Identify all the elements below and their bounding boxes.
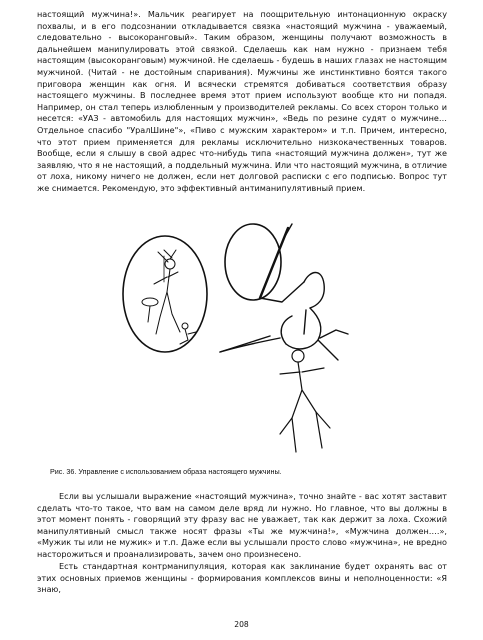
large-woman-figure bbox=[220, 224, 348, 360]
small-man-figure bbox=[280, 350, 330, 452]
page-number: 208 bbox=[234, 620, 249, 629]
kneeling-man-figure bbox=[180, 323, 196, 344]
figure-illustration bbox=[110, 222, 375, 464]
body-paragraph-top: настоящий мужчина!». Мальчик реагирует на поощрительную интонационную окраску похвалы, и в его подсознании откладывается связка «настоящий мужчина - уважаемый, следовательно - высокоранговый». Таким образом, женщины получают возможность в дальнейшем манипулировать этой связкой. Сделаешь как нам нужно - признаем тебя настоящим (высокоранговым) мужчиной. Не сделаешь - будешь в наших глазах не настоящим мужчиной. (Читай - не достойным спаривания). Мужчины же инстинктивно боятся такого приговора женщин как огня. И всячески стремятся добиваться соответствия образу настоящего мужчины. В последнее время этот прием используют вообще кто ни попадя. Например, он стал теперь излюбленным у производителей рекламы. Со всех сторон только и несется: «УАЗ - автомобиль для настоящих мужчин», «Ведь по резине судят о мужчине… Отдельное спасибо "УралШине"», «Пиво с мужским характером» и т.п. Причем, интересно, что этот прием применяется для рекламы исключительно низкокачественных товаров. Вообще, если я слышу в свой адрес что-нибудь типа «настоящий мужчина должен», тут же заявляю, что я не настоящий, а поддельный мужчина. Или что настоящий мужчина, в отличие от лоха, никому ничего не должен, если нет долговой расписки с его подписью. Вопрос тут же снимается. Рекомендую, это эффективный антиманипулятивный прием. bbox=[37, 9, 447, 193]
body-paragraph-middle: Если вы услышали выражение «настоящий мужчина», точно знайте - вас хотят заставит сделать что-то такое, что вам на самом деле вряд ли нужно. Но главное, что вы должны в этот момент понять - говорящий эту фразу вас не уважает, так как держит за лоха. Схожий манипулятивный смысл также носят фразы «Ты же мужчина!», «Мужчина должен….», «Мужик ты или не мужик» и т.п. Даже если вы услышали просто слово «мужчина», не вредно насторожиться и проанализировать, зачем оно произнесено. bbox=[37, 491, 447, 559]
small-woman-figure bbox=[142, 250, 180, 334]
figure-caption: Рис. 36. Управление с использованием образа настоящего мужчины. bbox=[50, 467, 282, 476]
right-oval-frame bbox=[225, 224, 281, 300]
body-paragraph-bottom: Есть стандартная контрманипуляция, которая как заклинание будет охранять вас от этих основных приемов женщины - формирования комплексов вины и неполноценности: «Я знаю, bbox=[37, 561, 447, 595]
left-oval-frame bbox=[123, 236, 207, 352]
